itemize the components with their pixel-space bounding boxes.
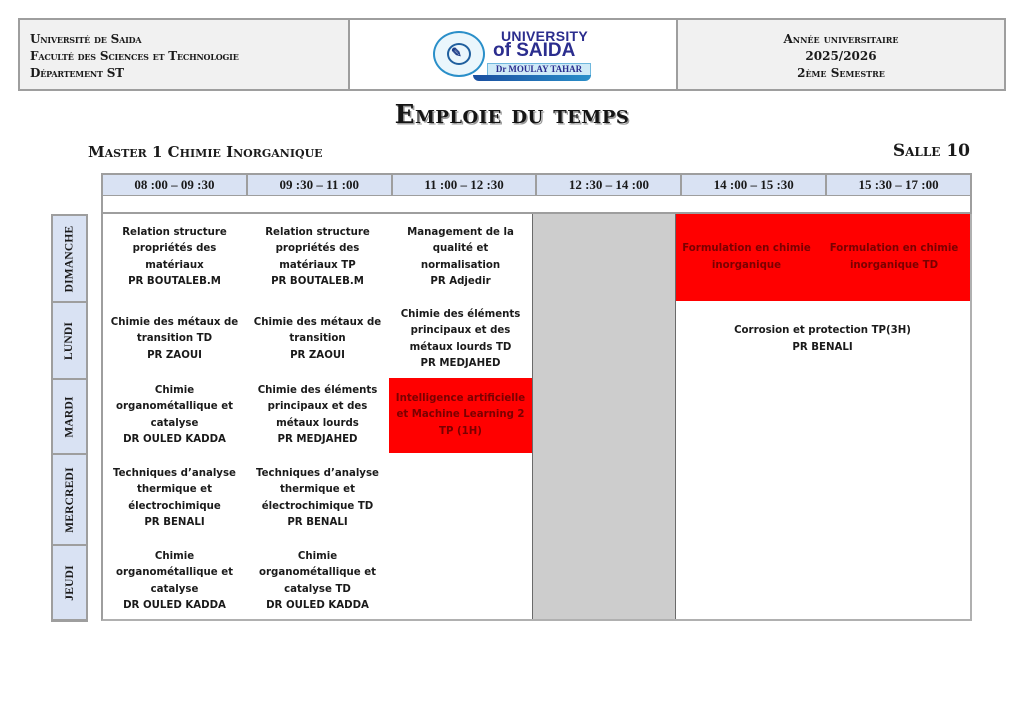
course-cell-mercredi-slot5[interactable] (675, 453, 819, 545)
day-label-mardi (53, 380, 86, 455)
page-title: Emploie du temps (394, 100, 630, 130)
course-cell-lundi-slot1[interactable]: Chimie des métaux de transition TD PR ZAOUI (103, 301, 247, 379)
time-slot-1: 08 :00 – 09 :30 (103, 175, 248, 195)
semester-label: 2ème Semestre (797, 66, 885, 80)
course-cell-lundi-slot5-6[interactable]: Corrosion et protection TP(3H) PR BENALI (675, 301, 970, 379)
day-label-text: DIMANCHE (63, 225, 76, 292)
course-cell-jeudi-slot2[interactable]: Chimie organométallique et catalyse TD DR OULED KADDA (246, 544, 390, 619)
course-cell-jeudi-slot6[interactable] (818, 544, 970, 619)
university-emblem-icon (433, 31, 485, 77)
course-cell-mercredi-slot1[interactable]: Techniques d’analyse thermique et électrochimique PR BENALI (103, 453, 247, 545)
course-cell-dimanche-slot5[interactable]: Formulation en chimie inorganique (675, 214, 819, 302)
course-cell-mardi-slot3[interactable]: Intelligence artificielle et Machine Learning 2 TP (1H) (389, 378, 533, 454)
course-cell-lundi-slot3[interactable]: Chimie des éléments principaux et des métaux lourds TD PR MEDJAHED (389, 301, 533, 379)
course-cell-mardi-slot6[interactable] (818, 378, 970, 454)
course-cell-mercredi-slot2[interactable]: Techniques d’analyse thermique et électrochimique TD PR BENALI (246, 453, 390, 545)
document-header (18, 18, 1006, 91)
header-spacer-row (101, 196, 972, 215)
department-name: Département ST (30, 66, 124, 80)
day-label-lundi (53, 303, 86, 380)
course-cell-jeudi-slot5[interactable] (675, 544, 819, 619)
day-label-text: JEUDI (63, 564, 76, 601)
day-label-text: MARDI (63, 395, 76, 438)
day-label-mercredi (53, 455, 86, 546)
emblem-book-icon: ✎ (451, 45, 462, 61)
time-slot-4: 12 :30 – 14 :00 (537, 175, 682, 195)
logo-text-university: UNIVERSITY (501, 27, 589, 44)
time-slot-6: 15 :30 – 17 :00 (858, 177, 939, 192)
day-label-text: LUNDI (63, 321, 76, 360)
logo-block (350, 20, 678, 89)
logo-wave-decoration (473, 75, 591, 81)
course-cell-mardi-slot2[interactable]: Chimie des éléments principaux et des métaux lourds PR MEDJAHED (246, 378, 390, 454)
time-slot-5: 14 :00 – 15 :30 (682, 175, 827, 195)
course-cell-mercredi-slot3[interactable] (389, 453, 533, 545)
course-cell-mardi-slot5[interactable] (675, 378, 819, 454)
logo-text-saida: of SAIDA (493, 39, 576, 61)
academic-year-value: 2025/2026 (805, 49, 877, 63)
course-cell-mardi-slot1[interactable]: Chimie organométallique et catalyse DR OULED KADDA (103, 378, 247, 454)
day-label-text: MERCREDI (63, 466, 76, 533)
time-slot-3: 11 :00 – 12 :30 (393, 175, 538, 195)
academic-year-block (678, 20, 1004, 89)
day-gap-column (88, 214, 101, 622)
university-name: Université de Saida (30, 32, 142, 46)
program-name: Master 1 Chimie Inorganique (88, 143, 323, 161)
day-label-jeudi (53, 546, 86, 619)
faculty-name: Faculté des Sciences et Technologie (30, 49, 239, 63)
time-slot-2: 09 :30 – 11 :00 (248, 175, 393, 195)
course-cell-jeudi-slot1[interactable]: Chimie organométallique et catalyse DR OULED KADDA (103, 544, 247, 619)
course-cell-mercredi-slot6[interactable] (818, 453, 970, 545)
timetable-grid (101, 214, 972, 621)
time-slot-header (101, 173, 972, 197)
institution-block (20, 20, 350, 89)
day-label-dimanche (53, 216, 86, 303)
academic-year-label: Année universitaire (783, 32, 899, 46)
logo-text-dr: Dr MOULAY TAHAR (487, 63, 591, 76)
lunch-break-column (532, 214, 676, 619)
course-cell-lundi-slot2[interactable]: Chimie des métaux de transition PR ZAOUI (246, 301, 390, 379)
course-cell-dimanche-slot6[interactable]: Formulation en chimie inorganique TD (818, 214, 970, 302)
university-logo (433, 27, 593, 83)
course-cell-jeudi-slot3[interactable] (389, 544, 533, 619)
course-cell-dimanche-slot3[interactable]: Management de la qualité et normalisation PR Adjedir (389, 214, 533, 302)
course-cell-dimanche-slot1[interactable]: Relation structure propriétés des matériaux PR BOUTALEB.M (103, 214, 247, 302)
day-labels-column (51, 214, 88, 622)
course-cell-dimanche-slot2[interactable]: Relation structure propriétés des matériaux TP PR BOUTALEB.M (246, 214, 390, 302)
room-label: Salle 10 (892, 141, 970, 161)
